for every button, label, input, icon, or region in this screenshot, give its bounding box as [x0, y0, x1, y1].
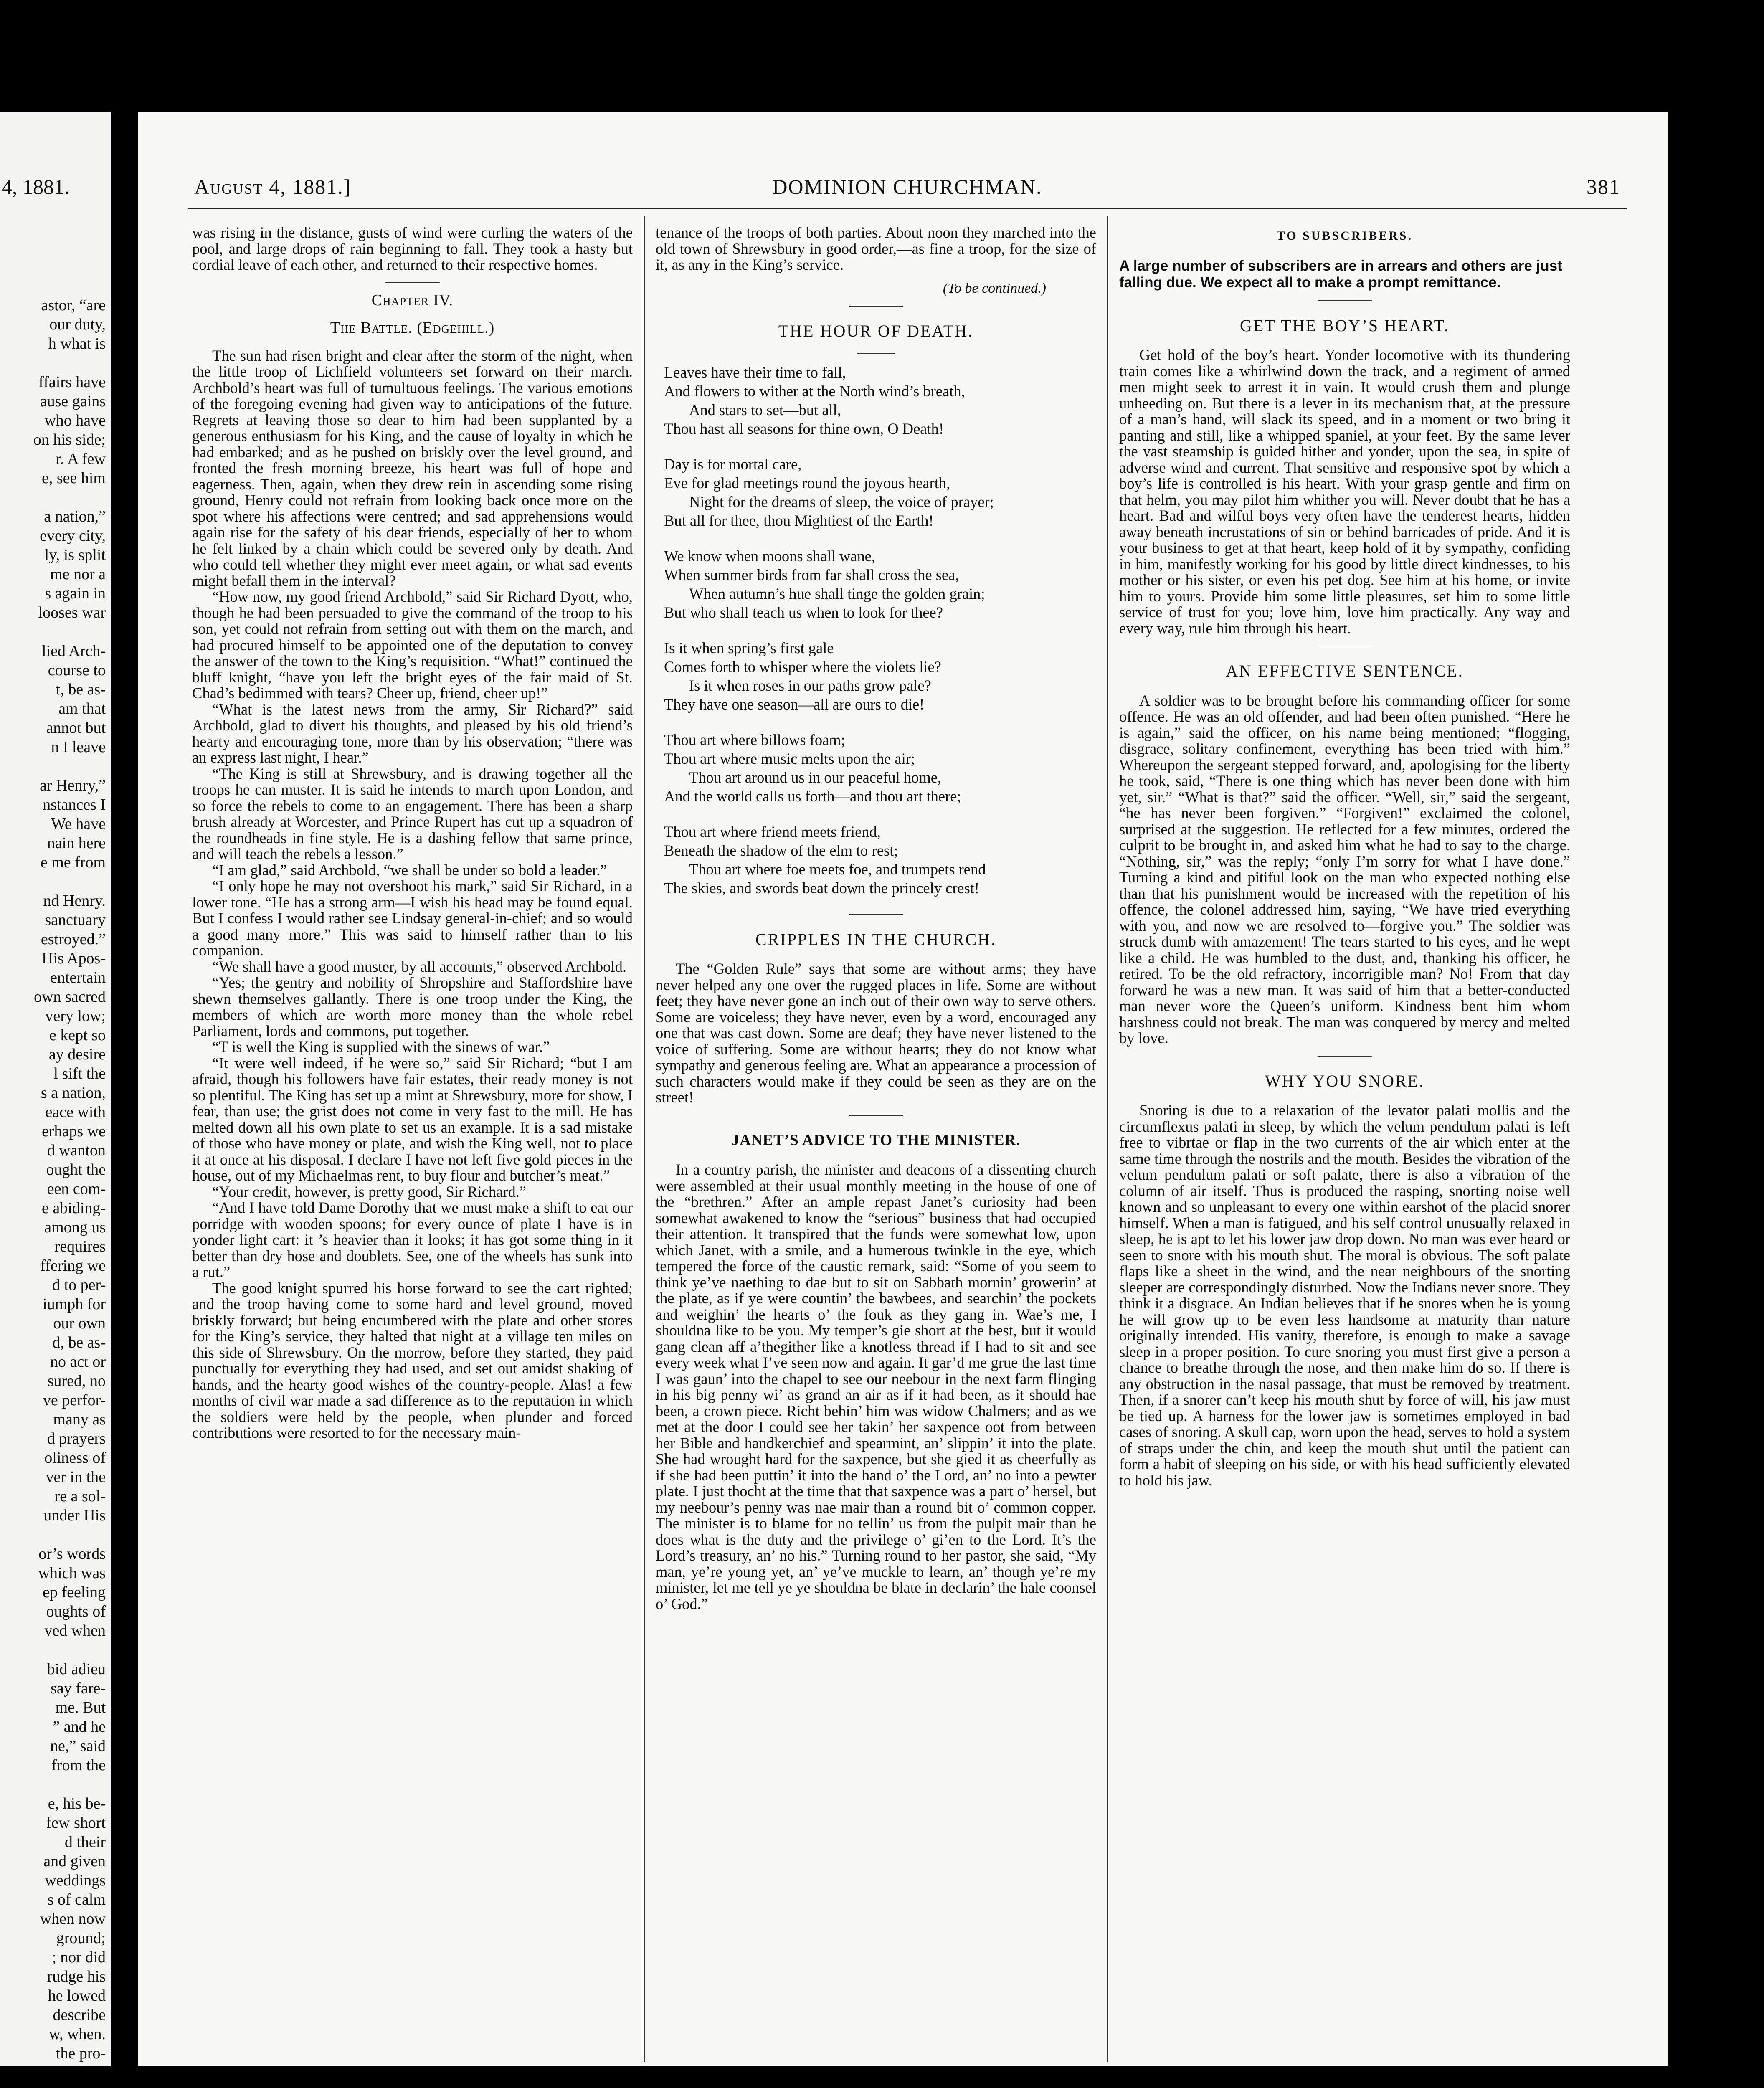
fragment-line: r. A few — [56, 450, 106, 468]
poem-line: Thou art where foe meets foe, and trumpets rend — [689, 860, 986, 878]
poem-stanza — [664, 455, 1096, 530]
fragment-line: the pro- — [56, 2045, 106, 2062]
column-2 — [656, 225, 1096, 2041]
fragment-line: ver in the — [46, 1468, 106, 1486]
fragment-line: oliness of — [44, 1449, 106, 1467]
fragment-line: course to — [48, 661, 106, 679]
article-sentence: A soldier was to be brought before his commanding officer for some offence. He was an old offender, and had been often punished. “Here he is again,” said the officer, on his name being mentioned; “flogging, disgrace, solitary confinement, everything has been tried with him.” Whereupon the sergeant stepped forward, and, apologising for the liberty he took, said, “There is one thing which has never been done with him yet, sir.” “What is that?” said the officer. “Well, sir,” said the sergeant, “he has never been forgiven.” “Forgiven!” exclaimed the colonel, surprised at the suggestion. He reflected for a few minutes, ordered the culprit to be brought in, and asked him what he had to say to the charge. “Nothing, sir,” was the reply; “only I’m sorry for what I have done.” Turning a kind and pitiful look on the man who expected nothing else than that his punishment would be increased with the repetition of his offence, the colonel addressed him, saying, “We have tried everything with you, and now we are resolved to—forgive you.” The soldier was struck dumb with amazement! The tears started to his eyes, and he wept like a child. He was humbled to the dust, and, thanking his officer, he retired. To be the old refractory, incorrigible man? No! From that day forward he was a new man. It was said of him that a better-conducted man never wore the Queen’s uniform. Kindness bent him whom harshness could not break. The man was conquered by mercy and melted by love. — [1119, 692, 1570, 1047]
poem-line: Leaves have their time to fall, — [664, 363, 846, 381]
divider — [849, 914, 903, 915]
fragment-line: e, see him — [41, 469, 106, 487]
story-paragraph: The sun had risen bright and clear after the storm of the night, when the little troop of Lichfield volunteers set forward on their march. Archbold’s heart was full of tumultuous feelings. The various emotions of the foregoing evening had given way to anticipations of the future. Regrets at leaving those so dear to him had been supplanted by a generous enthusiasm for his King, and the cause of loyalty in which he had embarked; and as he pushed on briskly over the level ground, and fronted the fresh morning breeze, his heart was full of hope and eagerness. Then, again, when they drew rein in ascending some rising ground, Henry could not refrain from looking back once more on the spot where his affections were centred; and sad apprehensions would again rise for the safety of his dear friends, especially of her to whom he felt linked by a chain which could be severed only by death. And who could tell whether they might ever meet again, or what sad events might befall them in the interval? — [192, 347, 633, 589]
fragment-line: ffering we — [40, 1257, 106, 1275]
fragment-line — [0, 872, 106, 891]
fragment-line: on his side; — [33, 431, 106, 449]
fragment-line: n I leave — [51, 738, 106, 756]
fragment-line: ar Henry,” — [40, 777, 106, 794]
chapter-heading: Chapter IV. — [371, 291, 454, 309]
fragment-line: e, his be- — [48, 1795, 106, 1812]
publication-title: DOMINION CHURCHMAN. — [772, 175, 1042, 198]
page-number: 381 — [1587, 175, 1620, 198]
fragment-line: ved when — [44, 1622, 106, 1639]
poem-stanza — [664, 639, 1096, 714]
fragment-line: d to per- — [52, 1276, 106, 1294]
fragment-line: nain here — [47, 834, 106, 852]
article-title-sentence: AN EFFECTIVE SENTENCE. — [1226, 661, 1464, 680]
article-title-cripples: CRIPPLES IN THE CHURCH. — [755, 930, 997, 949]
fragment-line: een com- — [47, 1180, 106, 1198]
poem-line: Comes forth to whisper where the violets lie? — [664, 658, 941, 675]
fragment-line: re a sol- — [54, 1487, 106, 1505]
article-title-heart: GET THE BOY’S HEART. — [1239, 316, 1450, 335]
poem-stanza — [664, 547, 1096, 622]
fragment-line: he lowed — [48, 1987, 106, 2004]
poem-line: But who shall teach us when to look for thee? — [664, 603, 943, 621]
fragment-line: very low; — [45, 1007, 106, 1025]
fragment-line: and given — [43, 1852, 106, 1870]
fragment-line: ly, is split — [44, 546, 106, 564]
fragment-line: no act or — [50, 1353, 106, 1371]
fragment-line: d their — [64, 1833, 106, 1851]
fragment-line — [0, 353, 106, 372]
poem-line: Eve for glad meetings round the joyous hearth, — [664, 474, 950, 492]
story-paragraph: “I only hope he may not overshoot his mark,” said Sir Richard, in a lower tone. “He has a strong arm—I wish his head may be found equal. But I confess I would rather see Lindsay general-in-chief; and so would a good many more.” This was said to himself rather than to his companion. — [192, 877, 633, 959]
scan-background — [0, 2066, 1764, 2088]
story-paragraph: “T is well the King is supplied with the sinews of war.” — [212, 1038, 550, 1055]
fragment-line: who have — [44, 412, 106, 429]
fragment-line: which was — [38, 1564, 106, 1582]
fragment-line: looses war — [38, 604, 106, 621]
issue-date: August 4, 1881.] — [194, 175, 352, 198]
fragment-line: ne,” said — [50, 1737, 106, 1755]
story-paragraph: “How now, my good friend Archbold,” said Sir Richard Dyott, who, though he had been persuaded to give the command of the troop to his son, yet could not refrain from setting out with them on the march, and had procured himself to be appointed one of the deputation to convey the answer of the town to the King’s requisition. “What!” continued the bluff knight, “have you left the bright eyes of the fair maid of St. Chad’s bedimmed with tears? Cheer up, friend, cheer up!” — [192, 588, 633, 702]
fragment-line: lied Arch- — [41, 642, 106, 660]
poem-line: And the world calls us forth—and thou art there; — [664, 787, 961, 805]
to-be-continued: (To be continued.) — [943, 280, 1046, 296]
serial-continuation: tenance of the troops of both parties. About noon they marched into the old town of Shrewsbury in good order,—as fine a troop, for the size of it, as any in the King’s service. — [656, 224, 1096, 273]
fragment-line: ause gains — [40, 393, 106, 410]
fragment-line: ay desire — [48, 1046, 106, 1063]
fragment-line: annot but — [46, 719, 106, 737]
poem-line: We know when moons shall wane, — [664, 547, 875, 565]
running-header — [194, 175, 1620, 204]
column-3 — [1119, 225, 1570, 2041]
fragment-line: entertain — [50, 969, 106, 986]
fragment-line: few short — [46, 1814, 106, 1832]
fragment-line: t, be as- — [56, 681, 106, 698]
poem-line: The skies, and swords beat down the princely crest! — [664, 879, 980, 897]
fragment-line — [0, 1775, 106, 1794]
article-title-janet: JANET’S ADVICE TO THE MINISTER. — [731, 1131, 1021, 1149]
fragment-line: s again in — [45, 585, 106, 602]
fragment-line: me nor a — [50, 565, 106, 583]
poem-line: Is it when roses in our paths grow pale? — [689, 677, 931, 694]
fragment-line: d wanton — [47, 1142, 106, 1159]
fragment-line: astor, “are — [41, 296, 106, 314]
fragment-line: ep feeling — [43, 1584, 106, 1601]
fragment-line: under His — [43, 1507, 106, 1524]
fragment-line: weddings — [45, 1872, 106, 1889]
header-rule — [188, 208, 1627, 209]
poem-line: When summer birds from far shall cross the sea, — [664, 566, 959, 583]
subscribers-notice: A large number of subscribers are in arrears and others are just falling due. We expect all to make a prompt remittance. — [1119, 257, 1562, 291]
fragment-line: ” and he — [53, 1718, 106, 1736]
poem-body — [664, 363, 1096, 897]
poem-line: And stars to set—but all, — [689, 401, 841, 418]
fragment-line: d, be as- — [52, 1334, 106, 1351]
fragment-line: when now — [40, 1910, 106, 1928]
poem-stanza — [664, 730, 1096, 806]
fragment-line: a nation,” — [44, 508, 106, 525]
fragment-line: w, when. — [49, 2025, 106, 2043]
poem-line: When autumn’s hue shall tinge the golden grain; — [689, 585, 985, 602]
fragment-line — [0, 757, 106, 776]
fragment-line: requires — [54, 1238, 106, 1255]
fragment-line: erhaps we — [42, 1123, 106, 1140]
divider — [857, 353, 895, 354]
previous-page-header: 4, 1881. — [2, 175, 70, 198]
article-heart: Get hold of the boy’s heart. Yonder locomotive with its thundering train comes like a whirlwind down the track, and a regiment of armed men might seek to arrest it in vain. It would crush them and plunge unheeding on. But there is a lever in its mechanism that, at the pressure of a man’s hand, will slack its speed, and in a moment or two bring it panting and still, like a whipped spaniel, at your feet. By the same lever the vast steamship is guided hither and yonder, upon the sea, in spite of adverse wind and current. That sensitive and responsive spot by which a boy’s life is controlled is his heart. With your grasp gentle and firm on that helm, you may pilot him whither you will. Never doubt that he has a heart. Bad and wilful boys very often have the tenderest hearts, hidden away beneath incrustations of sin or behind barricades of pride. And it is your business to get at that heart, keep hold of it by sympathy, confiding in him, manifestly working for his good by little direct kindnesses, to his mother or his sister, or even his pet dog. See him at his home, or invite him to yours. Provide him some little pleasures, set him to some little service of trust for you; love him, love him practically. Any way and every way, rule him through his heart. — [1119, 346, 1570, 637]
poem-line: Thou art around us in our peaceful home, — [689, 768, 942, 786]
fragment-line — [0, 622, 106, 641]
fragment-line: am that — [58, 700, 106, 717]
fragment-line: ground; — [56, 1929, 106, 1947]
poem-line: Thou art where music melts upon the air; — [664, 750, 915, 767]
fragment-line: from the — [51, 1756, 106, 1774]
serial-continuation: was rising in the distance, gusts of wind were curling the waters of the pool, and large drops of rain beginning to fall. They took a hasty but cordial leave of each other, and returned to their respective homes. — [192, 224, 633, 273]
story-paragraph: The good knight spurred his horse forward to see the cart righted; and the troop having come to some hard and level ground, moved briskly forward; but being encumbered with the plate and other stores for the King’s service, they halted that night at a village ten miles on this side of Shrewsbury. On the morrow, before they started, they paid punctually for everything they had used, and set out amidst shaking of hands, and the hearty good wishes of the country-people. Alas! a few months of civil war made a sad difference as to the reputation in which the soldiers were held by the people, when plunder and forced contributions were resorted to for the necessary main- — [192, 1279, 633, 1441]
fragment-line: eace with — [45, 1103, 106, 1121]
previous-page-fragment — [0, 112, 111, 2066]
fragment-line — [0, 1525, 106, 1544]
poem-line: Beneath the shadow of the elm to rest; — [664, 841, 898, 859]
subscribers-heading: TO SUBSCRIBERS. — [1276, 229, 1413, 243]
fragment-line: d prayers — [47, 1430, 106, 1447]
poem-title: THE HOUR OF DEATH. — [778, 322, 974, 340]
fragment-line: every city, — [40, 527, 106, 545]
article-cripples: The “Golden Rule” says that some are without arms; they have never helped any one over the rugged places in life. Some are without feet; they have never gone an inch out of their own way to serve others. Some are voiceless; they have never, even by a word, encouraged any one that was cast down. Some are deaf; they have never listened to the voice of suffering. Some are without hearts; they do not know what sympathy and generous feeling are. What an appearance a procession of such characters would make if they could be seen as they are on the street! — [656, 960, 1096, 1106]
story-paragraph: “Yes; the gentry and nobility of Shropshire and Staffordshire have shewn themselves gallantly. There is one troop under the King, the members of which are worth more money than the whole rebel Parliament, lords and commons, put together. — [192, 974, 633, 1039]
column-rule-2 — [1107, 216, 1108, 2062]
fragment-line: me. But — [55, 1699, 106, 1716]
fragment-line: s of calm — [47, 1891, 106, 1908]
fragment-line: e kept so — [49, 1026, 106, 1044]
divider — [849, 1115, 903, 1116]
story-paragraph: “We shall have a good muster, by all accounts,” observed Archbold. — [212, 958, 626, 975]
fragment-line — [0, 488, 106, 507]
fragment-line: among us — [44, 1219, 106, 1236]
fragment-line: e me from — [40, 854, 106, 871]
poem-line: Thou art where friend meets friend, — [664, 823, 881, 840]
article-title-snore: WHY YOU SNORE. — [1265, 1071, 1425, 1090]
article-snore: Snoring is due to a relaxation of the levator palati mollis and the circumflexus palati in sleep, by which the velum pendulum palati is left free to vibrtae or flap in the two currents of the air which enter at the same time through the nostrils and the mouth. Besides the vibration of the velum pendulum palati or soft palate, there is also a vibration of the column of air itself. Thus is produced the rasping, snorting noise well known and so unpleasant to every one within earshot of the placid snorer himself. When a man is fatigued, and his self control unusually relaxed in sleep, he is apt to let his lower jaw drop down. No man was ever heard or seen to snore with his mouth shut. The moral is obvious. The soft palate flaps like a sheet in the wind, and the near neighbours of the snorting sleeper are correspondingly disturbed. Now the Indians never snore. They think it a disgrace. An Indian believes that if he snores when he is young he will grow up to be even less handsome at maturity than nature originally intended. His vanity, therefore, is enough to make a savage sleep in a proper position. To cure snoring you must first give a person a chance to breathe through the nose, and then make him do so. If there is any obstruction in the nasal passage, that must be removed by treatment. Then, if a snorer can’t keep his mouth shut by force of will, his jaw must be tied up. A harness for the lower jaw is sometimes employed in bad cases of snoring. A skull cap, worn upon the head, serves to hold a system of straps under the chin, and keep the mouth shut until the patient can form a habit of sleeping on his side, or with his head sufficiently elevated to hold his jaw. — [1119, 1102, 1570, 1489]
fragment-line: ; nor did — [52, 1949, 106, 1966]
fragment-line: our duty, — [49, 316, 106, 333]
poem-line: And flowers to wither at the North wind’s breath, — [664, 382, 965, 400]
story-paragraph: “I am glad,” said Archbold, “we shall be under so bold a leader.” — [212, 861, 607, 879]
previous-page-text — [0, 296, 111, 2088]
story-paragraph: “And I have told Dame Dorothy that we must make a shift to eat our porridge with wooden spoons; for every ounce of plate I have is in yonder light cart: it ’s heavier than it looks; it has got some thing in it better than dry hose and doublets. See, one of the wheels has sunk into a rut.” — [192, 1199, 633, 1280]
poem-stanza — [664, 363, 1096, 438]
fragment-line: estroyed.” — [41, 930, 106, 948]
fragment-line: ve perfor- — [43, 1391, 106, 1409]
chapter-subtitle: The Battle. (Edgehill.) — [330, 319, 495, 337]
fragment-line: our own — [53, 1315, 106, 1332]
poem-line: Thou hast all seasons for thine own, O Death! — [664, 420, 944, 437]
fragment-line: or’s words — [38, 1545, 106, 1563]
divider — [1318, 1056, 1372, 1057]
poem-line: Is it when spring’s first gale — [664, 639, 834, 656]
fragment-line: ought the — [46, 1161, 106, 1178]
fragment-line: bid adieu — [47, 1660, 106, 1678]
newspaper-page — [138, 112, 1668, 2066]
poem-line: Thou art where billows foam; — [664, 731, 845, 748]
fragment-line: say fare- — [51, 1680, 106, 1697]
story-paragraph: “What is the latest news from the army, Sir Richard?” said Archbold, glad to divert his thoughts, and pleased by his old friend’s hearty and encouraging tone, more than by his observation; “there was an express last night, I hear.” — [192, 700, 633, 766]
fragment-line: rudge his — [47, 1968, 106, 1985]
divider — [1318, 300, 1372, 301]
divider — [849, 306, 903, 307]
fragment-line: iumph for — [43, 1295, 106, 1313]
fragment-line: ffairs have — [38, 373, 106, 391]
fragment-line: sured, no — [47, 1372, 106, 1390]
fragment-line: oughts of — [46, 1603, 106, 1620]
fragment-line: His Apos- — [41, 950, 106, 967]
article-janet: In a country parish, the minister and deacons of a dissenting church were assembled at their usual monthly meeting in the house of one of the “brethren.” After an ample repast Janet’s curiosity had been somewhat awakened to know the “serious” business that had occupied their attention. It transpired that the funds were somewhat low, upon which Janet, with a smile, and a humerous twinkle in the eye, which tempered the force of the caustic remark, said: “Some of you seem to think ye’ve naething to dae but to sit on Sabbath mornin’ growerin’ at the plate, as if ye were countin’ the bawbees, and searchin’ the pockets and weighin’ the hearts o’ the fouk as they gang in. Wae’s me, I shouldna like to be you. My temper’s gie short at the best, but it would gang clean aff a’thegither like a knotless thread if I had to sit and see every week what I’ve seen now and again. It gar’d me grue the last time I was gaun’ into the chapel to see our neebour in the next farm flinging in his big penny wi’ as grand an air as if it had been, as it should hae been, a crown piece. Richt behin’ him was widow Chalmers; and as we met at the door I could see her takin’ her saxpence oot from between her Bible and handkerchief and spearmint, an’ slippin’ it into the plate. She had wrought hard for the saxpence, but she gied it as cheerfully as if she had been puttin’ it into the hand o’ the Lord, an’ no into a pewter plate. I just thocht at the time that that saxpence was a part o’ hersel, but my neebour’s penny was nae mair than a round bit o’ common copper. The minister is to blame for no tellin’ us from the pulpit mair than he does what is the duty and the privilege o’ gi’en to the Lord. It’s the Lord’s treasury, an’ no his.” Turning round to her pastor, she said, “My man, ye’re young yet, an’ ye’ve muckle to learn, an’ though ye’re my minister, let me tell ye ye shouldna be blate in declarin’ the hale coonsel o’ God.” — [656, 1161, 1096, 1612]
book-gutter — [111, 0, 138, 2088]
fragment-line: many as — [53, 1411, 106, 1428]
fragment-line: e abiding- — [41, 1199, 106, 1217]
poem-line: Day is for mortal care, — [664, 455, 802, 473]
story-paragraph: “Your credit, however, is pretty good, Sir Richard.” — [212, 1183, 527, 1200]
fragment-line: s a nation, — [41, 1084, 106, 1102]
fragment-line: describe — [53, 2006, 106, 2024]
story-paragraph: “It were well indeed, if he were so,” said Sir Richard; “but I am afraid, though his followers have fair estates, their ready money is not so plentiful. The King has set up a mint at Shrewsbury, more for show, I fear, than use; the grist does not come in very fast to the mill. He has melted down all his own plate to set us an example. It is a sad mistake of those who have money or plate, and wish the King well, not to place it at once at his disposal. I declare I have not left five gold pieces in the house, out of my Michaelmas rent, to buy flour and butcher’s meat.” — [192, 1054, 633, 1184]
poem-stanza — [664, 822, 1096, 897]
fragment-line: h what is — [48, 335, 106, 352]
fragment-line: nstances I — [43, 796, 106, 813]
fragment-line — [0, 1640, 106, 1660]
fragment-line: l sift the — [53, 1065, 106, 1082]
fragment-line: sanctuary — [45, 911, 106, 929]
poem-line: They have one season—all are ours to die! — [664, 695, 925, 713]
story-paragraph: “The King is still at Shrewsbury, and is drawing together all the troops he can muster. It is said he intends to march upon London, and so force the rebels to come to an engagement. There has been a sharp brush already at Worcester, and Prince Rupert has cut up a squadron of the roundheads in fine style. He is a dashing fellow that same prince, and will teach the rebels a lesson.” — [192, 765, 633, 862]
column-1 — [192, 225, 633, 2041]
divider — [385, 282, 440, 283]
column-rule-1 — [644, 216, 645, 2062]
fragment-line: own sacred — [34, 988, 106, 1006]
poem-line: Night for the dreams of sleep, the voice of prayer; — [689, 493, 994, 510]
poem-line: But all for thee, thou Mightiest of the Earth! — [664, 512, 934, 529]
fragment-line: We have — [51, 815, 106, 833]
fragment-line: nd Henry. — [43, 892, 106, 910]
